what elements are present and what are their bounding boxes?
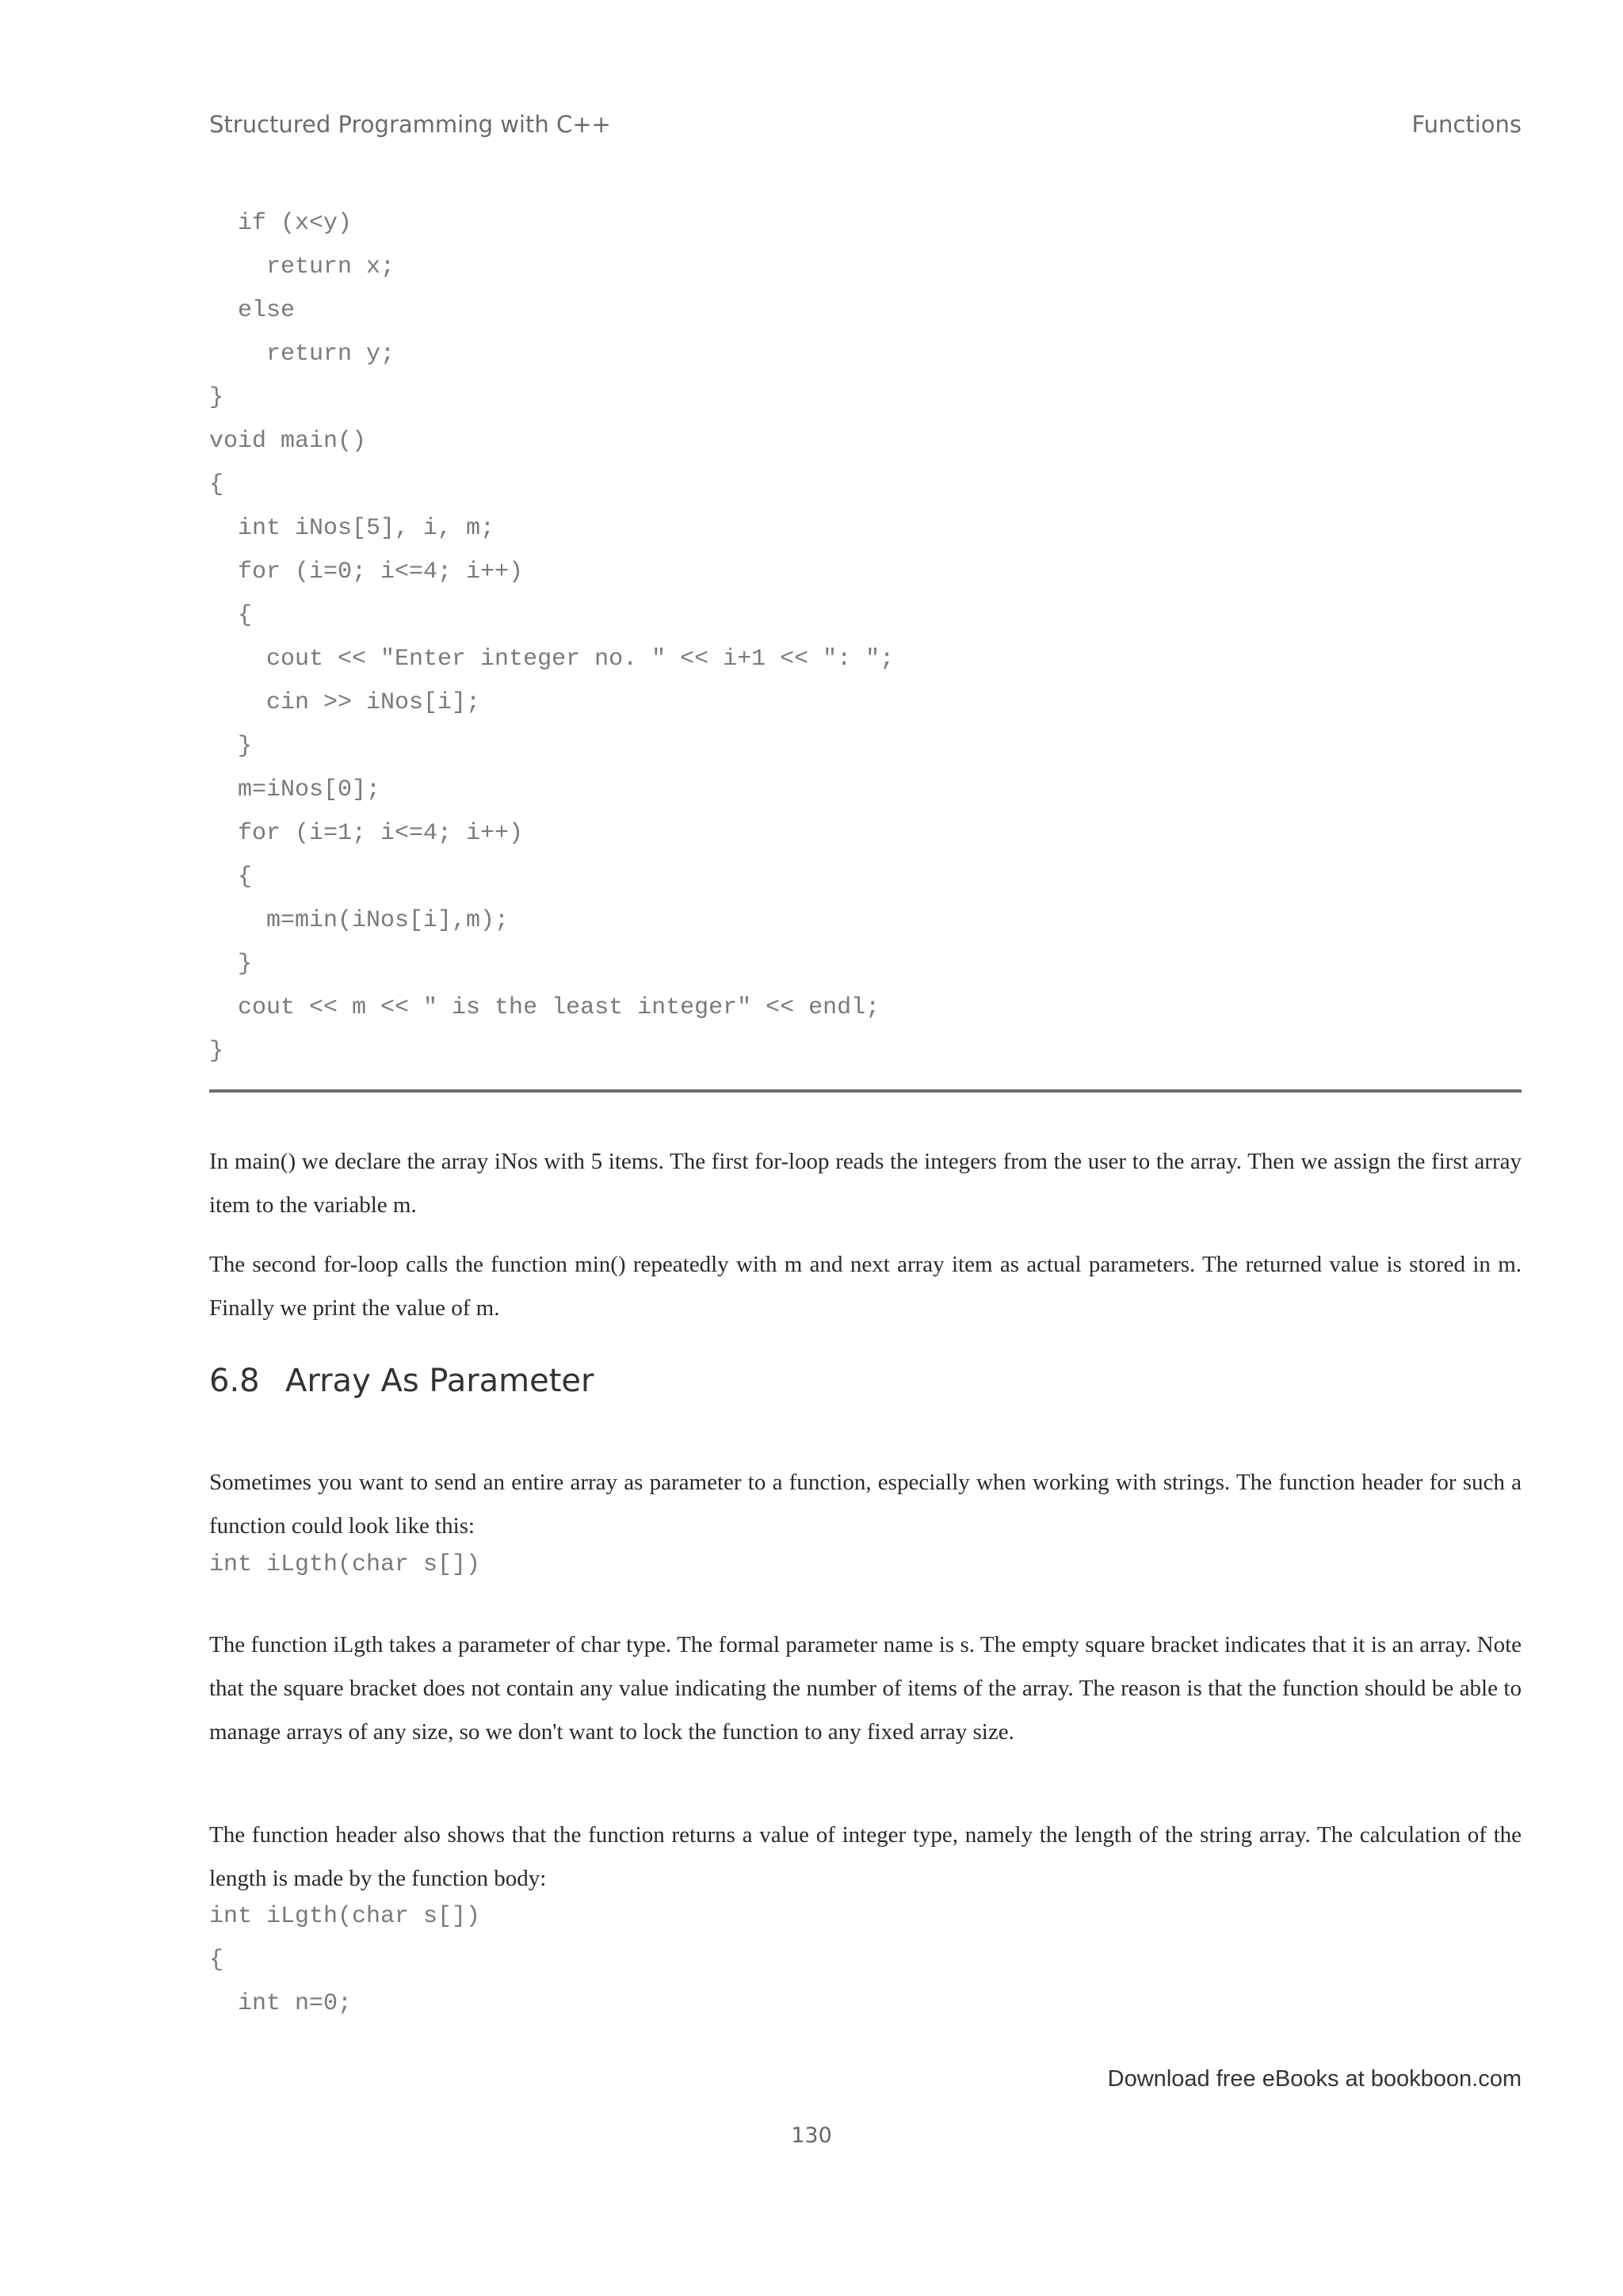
code-function-signature — [209, 1543, 480, 1587]
code-line: } — [209, 951, 253, 978]
code-end-rule — [209, 1089, 1522, 1093]
page-header — [209, 111, 1522, 143]
code-line: { — [209, 864, 253, 891]
code-line: for (i=1; i<=4; i++) — [209, 820, 524, 847]
code-line: m=iNos[0]; — [209, 776, 381, 803]
code-line: int iLgth(char s[]) — [209, 1551, 481, 1578]
code-line: if (x<y) — [209, 210, 353, 237]
body-paragraph: The function header also shows that the function returns a value of integer type, namely the length of the string array. The calculation of the length is made by the function body: — [209, 1822, 1522, 1891]
code-listing-ilgth — [209, 1895, 480, 2026]
code-line: } — [209, 733, 253, 760]
code-line: cout << m << " is the least integer" << endl; — [209, 994, 880, 1021]
body-paragraph: The function iLgth takes a parameter of char type. The formal parameter name is s. The empty square bracket indicates that it is an array. Note that the square bracket does not contain any value indicating the number of items of the array. The reason is that the function should be able to manage arrays of any size, so we don't want to lock the function to any fixed array size. — [209, 1632, 1522, 1745]
page-number: 130 — [791, 2123, 832, 2148]
code-line: else — [209, 297, 296, 324]
section-title: Array As Parameter — [285, 1363, 594, 1399]
code-line: for (i=0; i<=4; i++) — [209, 559, 524, 585]
body-paragraph: Sometimes you want to send an entire array as parameter to a function, especially when working with strings. The function header for such a function could look like this: — [209, 1470, 1522, 1539]
download-banner-link[interactable]: Download free eBooks at bookboon.com — [1107, 2066, 1522, 2092]
code-line: int n=0; — [209, 1990, 353, 2017]
code-line: m=min(iNos[i],m); — [209, 907, 510, 934]
code-line: int iLgth(char s[]) — [209, 1903, 481, 1930]
chapter-title: Functions — [1411, 111, 1522, 138]
code-line: cin >> iNos[i]; — [209, 689, 481, 716]
code-line: { — [209, 1947, 224, 1974]
code-line: return x; — [209, 254, 395, 280]
code-line: cout << "Enter integer no. " << i+1 << ": "; — [209, 646, 895, 673]
section-heading — [209, 1363, 594, 1399]
code-listing-main — [209, 202, 894, 1074]
code-line: { — [209, 471, 224, 498]
code-line: int iNos[5], i, m; — [209, 515, 495, 542]
code-line: { — [209, 602, 253, 629]
body-paragraph: In main() we declare the array iNos with 5 items. The first for-loop reads the integers from the user to the array. Then we assign the first array item to the variable m. — [209, 1149, 1522, 1218]
code-line: void main() — [209, 428, 367, 455]
code-line: } — [209, 384, 224, 411]
book-title: Structured Programming with C++ — [209, 111, 611, 138]
code-line: } — [209, 1038, 224, 1065]
body-paragraph: The second for-loop calls the function min() repeatedly with m and next array item as actual parameters. The returned value is stored in m. Finally we print the value of m. — [209, 1252, 1522, 1321]
section-number: 6.8 — [209, 1363, 260, 1399]
code-line: return y; — [209, 341, 395, 368]
